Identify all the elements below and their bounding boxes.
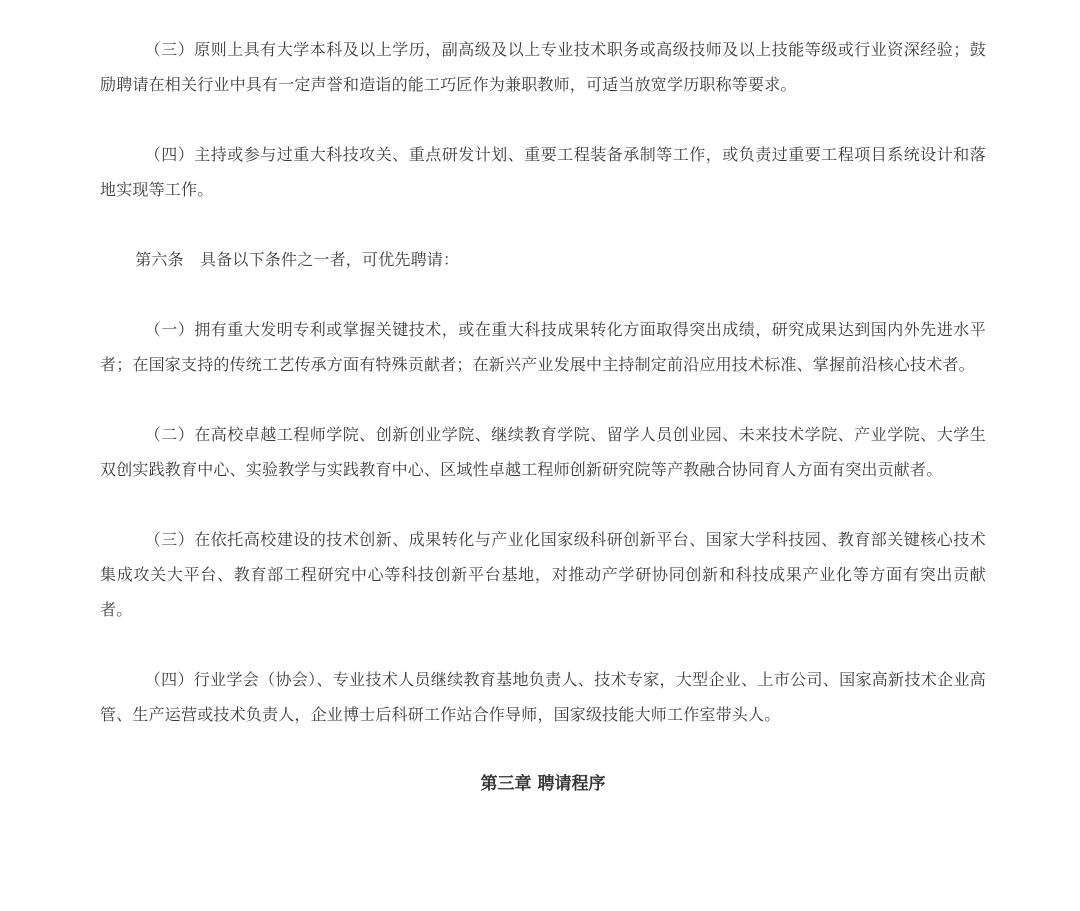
article-6-heading: 第六条 具备以下条件之一者，可优先聘请： bbox=[135, 250, 460, 269]
paragraph-condition-4: （四）主持或参与过重大科技攻关、重点研发计划、重要工程装备承制等工作，或负责过重要工程项目系统设计和落地实现等工作。 bbox=[100, 145, 986, 199]
paragraph-priority-1: （一）拥有重大发明专利或掌握关键技术，或在重大科技成果转化方面取得突出成绩，研究成果达到国内外先进水平者；在国家支持的传统工艺传承方面有特殊贡献者；在新兴产业发展中主持制定前沿应用技术标准、掌握前沿核心技术者。 bbox=[100, 320, 986, 374]
paragraph-priority-4: （四）行业学会（协会）、专业技术人员继续教育基地负责人、技术专家，大型企业、上市公司、国家高新技术企业高管、生产运营或技术负责人，企业博士后科研工作站合作导师，国家级技能大师工作室带头人。 bbox=[100, 670, 986, 724]
article-body bbox=[100, 32, 986, 802]
paragraph-condition-3: （三）原则上具有大学本科及以上学历，副高级及以上专业技术职务或高级技师及以上技能等级或行业资深经验；鼓励聘请在相关行业中具有一定声誉和造诣的能工巧匠作为兼职教师，可适当放宽学历职称等要求。 bbox=[100, 40, 986, 94]
paragraph-priority-2: （二）在高校卓越工程师学院、创新创业学院、继续教育学院、留学人员创业园、未来技术学院、产业学院、大学生双创实践教育中心、实验教学与实践教育中心、区域性卓越工程师创新研究院等产教融合协同育人方面有突出贡献者。 bbox=[100, 425, 986, 479]
chapter-heading: 第三章 聘请程序 bbox=[480, 774, 606, 794]
paragraph-priority-3: （三）在依托高校建设的技术创新、成果转化与产业化国家级科研创新平台、国家大学科技园、教育部关键核心技术集成攻关大平台、教育部工程研究中心等科技创新平台基地，对推动产学研协同创新和科技成果产业化等方面有突出贡献者。 bbox=[100, 530, 986, 619]
